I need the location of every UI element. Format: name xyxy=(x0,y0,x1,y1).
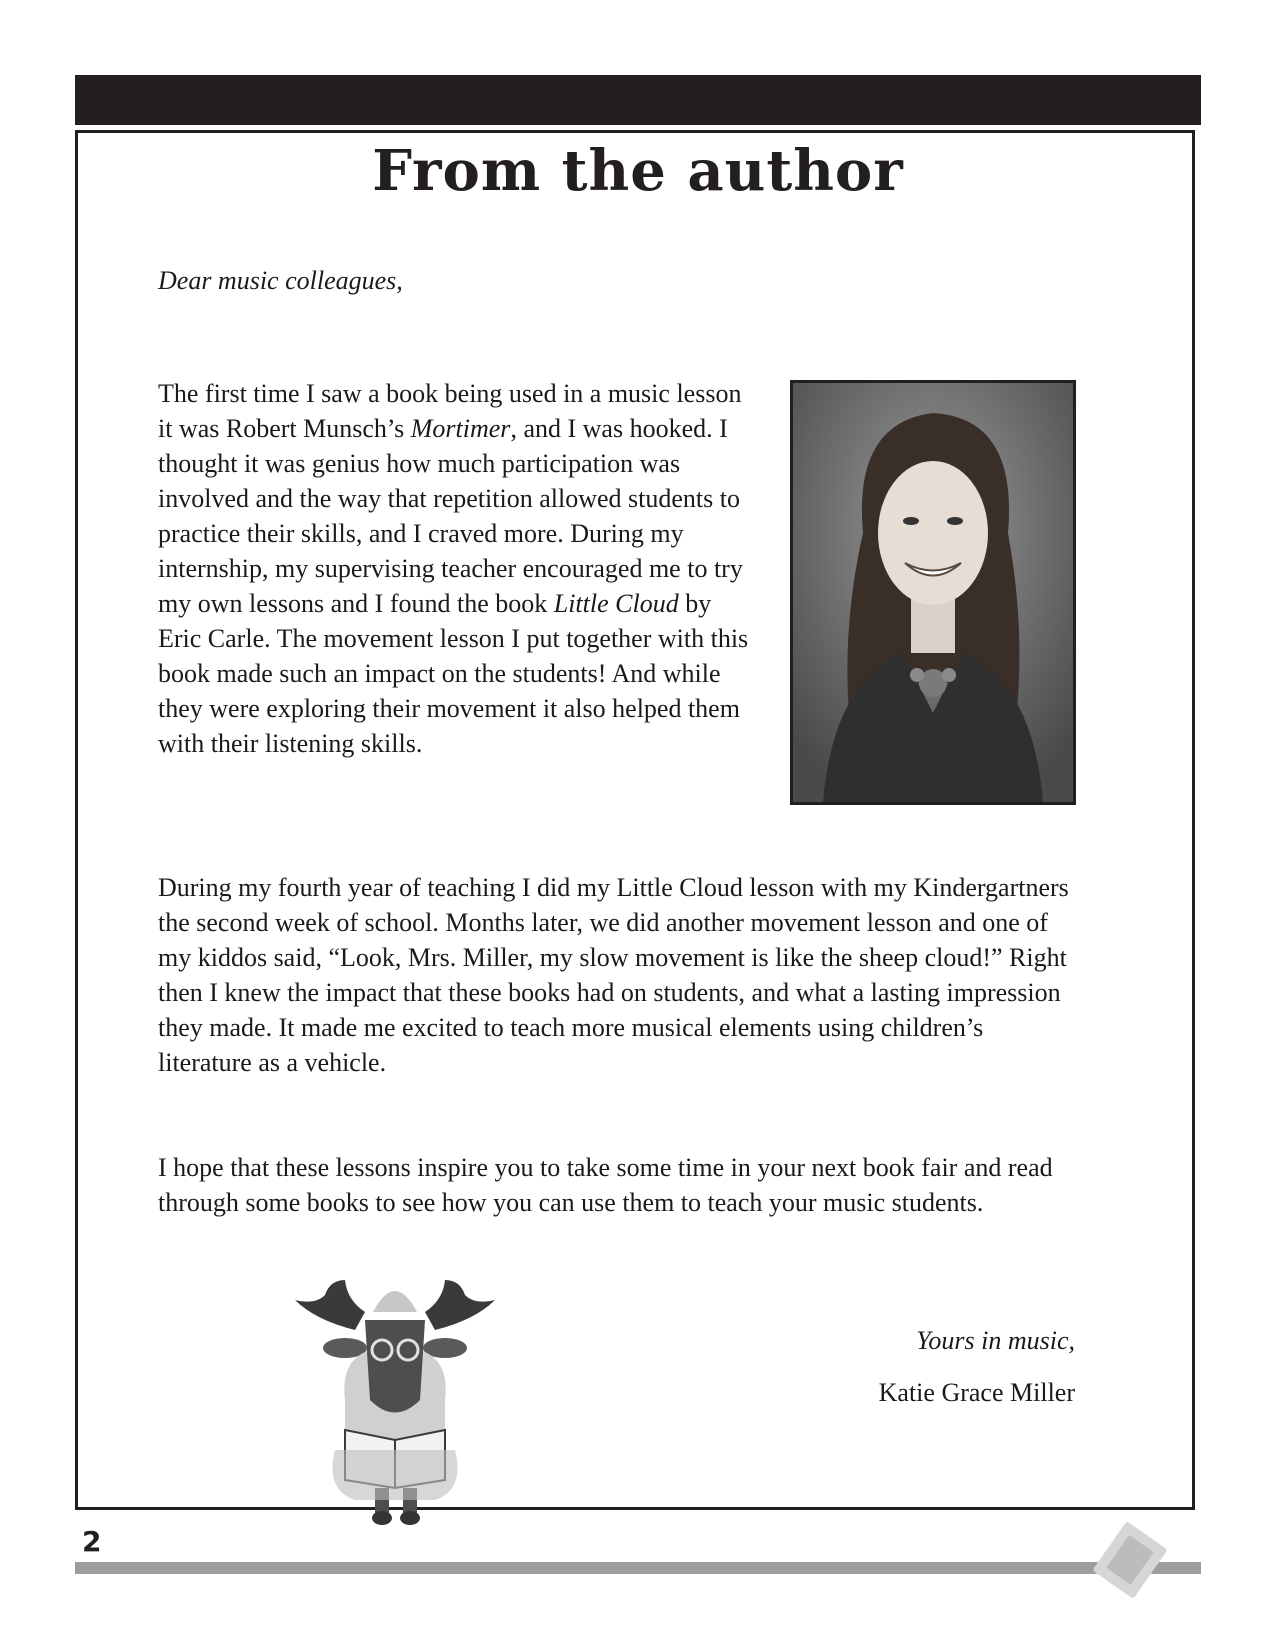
author-portrait-icon xyxy=(793,383,1073,802)
reading-moose-icon xyxy=(285,1250,505,1530)
author-signature: Katie Grace Miller xyxy=(878,1378,1075,1407)
paragraph-text-run: During my fourth year of teaching I did my Little Cloud lesson with my Kindergartners the second week of school. Months later, we did another movement lesson and one of my kiddos said, “Look, Mrs. Miller, my slow movement is like the sheep cloud!” Right then I knew the impact that these books had on students, and what a lasting impression they made. It made me excited to teach more musical elements using children’s literature as a vehicle. xyxy=(158,873,1069,1077)
author-photo xyxy=(790,380,1076,805)
paragraph-text-run: I hope that these lessons inspire you to take some time in your next book fair and read through some books to see how you can use them to teach your music students. xyxy=(158,1153,1053,1217)
paragraph-text-run: by Eric Carle. The movement lesson I put together with this book made such an impact on the students! And while they were exploring their movement it also helped them with their listening skills. xyxy=(158,589,749,758)
book-icon xyxy=(1085,1515,1175,1605)
paragraph-text-run: The first time I saw a book being used in a music lesson it was Robert Munsch’s xyxy=(158,379,742,443)
page-frame xyxy=(75,130,1195,1510)
paragraph-text-run: Little Cloud xyxy=(553,589,679,618)
page-title: From the author xyxy=(372,138,904,204)
letter-paragraph-2 xyxy=(158,870,1078,1080)
page-number: 2 xyxy=(82,1525,102,1558)
paragraph-text-run: , and I was hooked. I thought it was genius how much participation was involved and the way that repetition allowed students to practice their skills, and I craved more. During my internship, my supervising teacher encouraged me to try my own lessons and I found the book xyxy=(158,414,743,618)
letter-signoff: Yours in music, xyxy=(916,1326,1075,1355)
letter-greeting: Dear music colleagues, xyxy=(158,266,403,295)
letter-paragraph-3 xyxy=(158,1150,1078,1220)
footer-bar xyxy=(75,1562,1201,1574)
paragraph-text-run: Mortimer xyxy=(410,414,511,443)
header-bar xyxy=(75,75,1201,125)
letter-paragraph-1 xyxy=(158,376,758,761)
